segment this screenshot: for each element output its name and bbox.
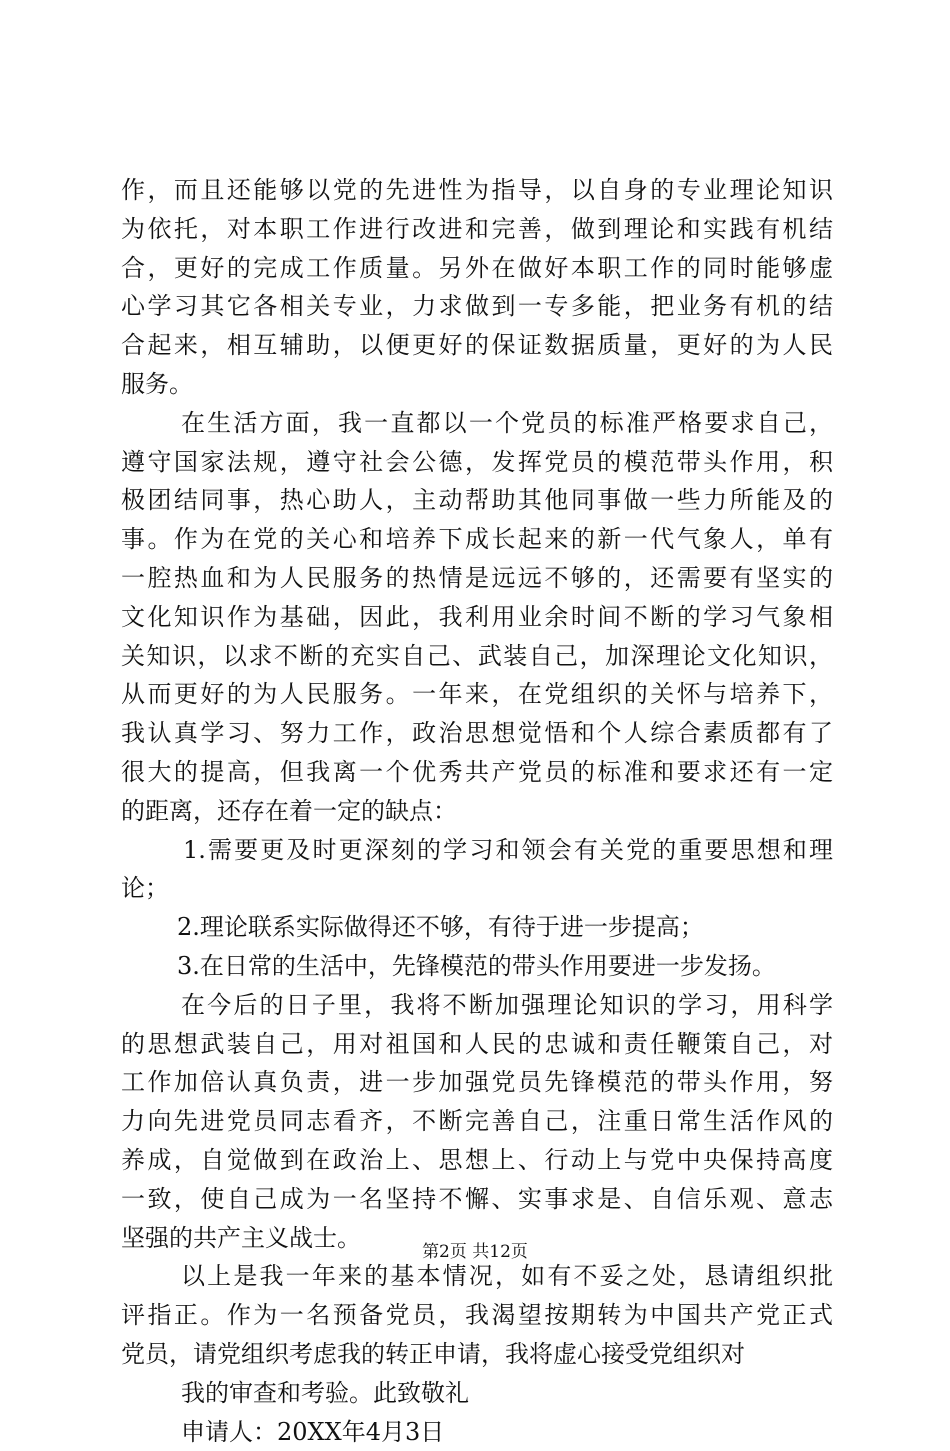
body-line: 为依托，对本职工作进行改进和完善，做到理论和实践有机结: [121, 210, 833, 249]
body-line: 养成，自觉做到在政治上、思想上、行动上与党中央保持高度: [121, 1141, 833, 1180]
body-line: 工作加倍认真负责，进一步加强党员先锋模范的带头作用，努: [121, 1063, 833, 1102]
body-line: 合，更好的完成工作质量。另外在做好本职工作的同时能够虚: [121, 249, 833, 288]
list-item-line: 2.理论联系实际做得还不够，有待于进一步提高；: [121, 908, 833, 947]
body-line: 极团结同事，热心助人，主动帮助其他同事做一些力所能及的: [121, 481, 833, 520]
list-item-line: 论；: [121, 869, 833, 908]
body-line: 力向先进党员同志看齐，不断完善自己，注重日常生活作风的: [121, 1102, 833, 1141]
body-line: 我认真学习、努力工作，政治思想觉悟和个人综合素质都有了: [121, 714, 833, 753]
body-line: 很大的提高，但我离一个优秀共产党员的标准和要求还有一定: [121, 753, 833, 792]
list-item-line: 1.需要更及时更深刻的学习和领会有关党的重要思想和理: [121, 831, 833, 870]
body-line: 作，而且还能够以党的先进性为指导，以自身的专业理论知识: [121, 171, 833, 210]
body-line: 关知识，以求不断的充实自己、武装自己，加深理论文化知识，: [121, 637, 833, 676]
body-line: 党员，请党组织考虑我的转正申请，我将虚心接受党组织对: [121, 1335, 833, 1374]
body-line: 一腔热血和为人民服务的热情是远远不够的，还需要有坚实的: [121, 559, 833, 598]
body-line: 文化知识作为基础，因此，我利用业余时间不断的学习气象相: [121, 598, 833, 637]
body-line: 心学习其它各相关专业，力求做到一专多能，把业务有机的结: [121, 287, 833, 326]
paragraph-start-line: 以上是我一年来的基本情况，如有不妥之处，恳请组织批: [121, 1257, 833, 1296]
body-line: 事。作为在党的关心和培养下成长起来的新一代气象人，单有: [121, 520, 833, 559]
paragraph-start-line: 在生活方面，我一直都以一个党员的标准严格要求自己，: [121, 404, 833, 443]
signature-line: 申请人：20XX年4月3日: [121, 1413, 833, 1451]
body-line: 一致，使自己成为一名坚持不懈、实事求是、自信乐观、意志: [121, 1180, 833, 1219]
list-item-line: 3.在日常的生活中，先锋模范的带头作用要进一步发扬。: [121, 947, 833, 986]
body-line: 评指正。作为一名预备党员，我渴望按期转为中国共产党正式: [121, 1296, 833, 1335]
body-line: 的思想武装自己，用对祖国和人民的忠诚和责任鞭策自己，对: [121, 1025, 833, 1064]
closing-line: 我的审查和考验。此致敬礼: [121, 1374, 833, 1413]
body-line: 服务。: [121, 365, 833, 404]
body-line: 从而更好的为人民服务。一年来，在党组织的关怀与培养下，: [121, 675, 833, 714]
page-number-footer: 第2页 共12页: [0, 1240, 950, 1264]
body-line: 坚强的共产主义战士。: [121, 1219, 833, 1258]
body-line: 合起来，相互辅助，以便更好的保证数据质量，更好的为人民: [121, 326, 833, 365]
body-line: 遵守国家法规，遵守社会公德，发挥党员的模范带头作用，积: [121, 443, 833, 482]
body-line: 的距离，还存在着一定的缺点：: [121, 792, 833, 831]
paragraph-start-line: 在今后的日子里，我将不断加强理论知识的学习，用科学: [121, 986, 833, 1025]
